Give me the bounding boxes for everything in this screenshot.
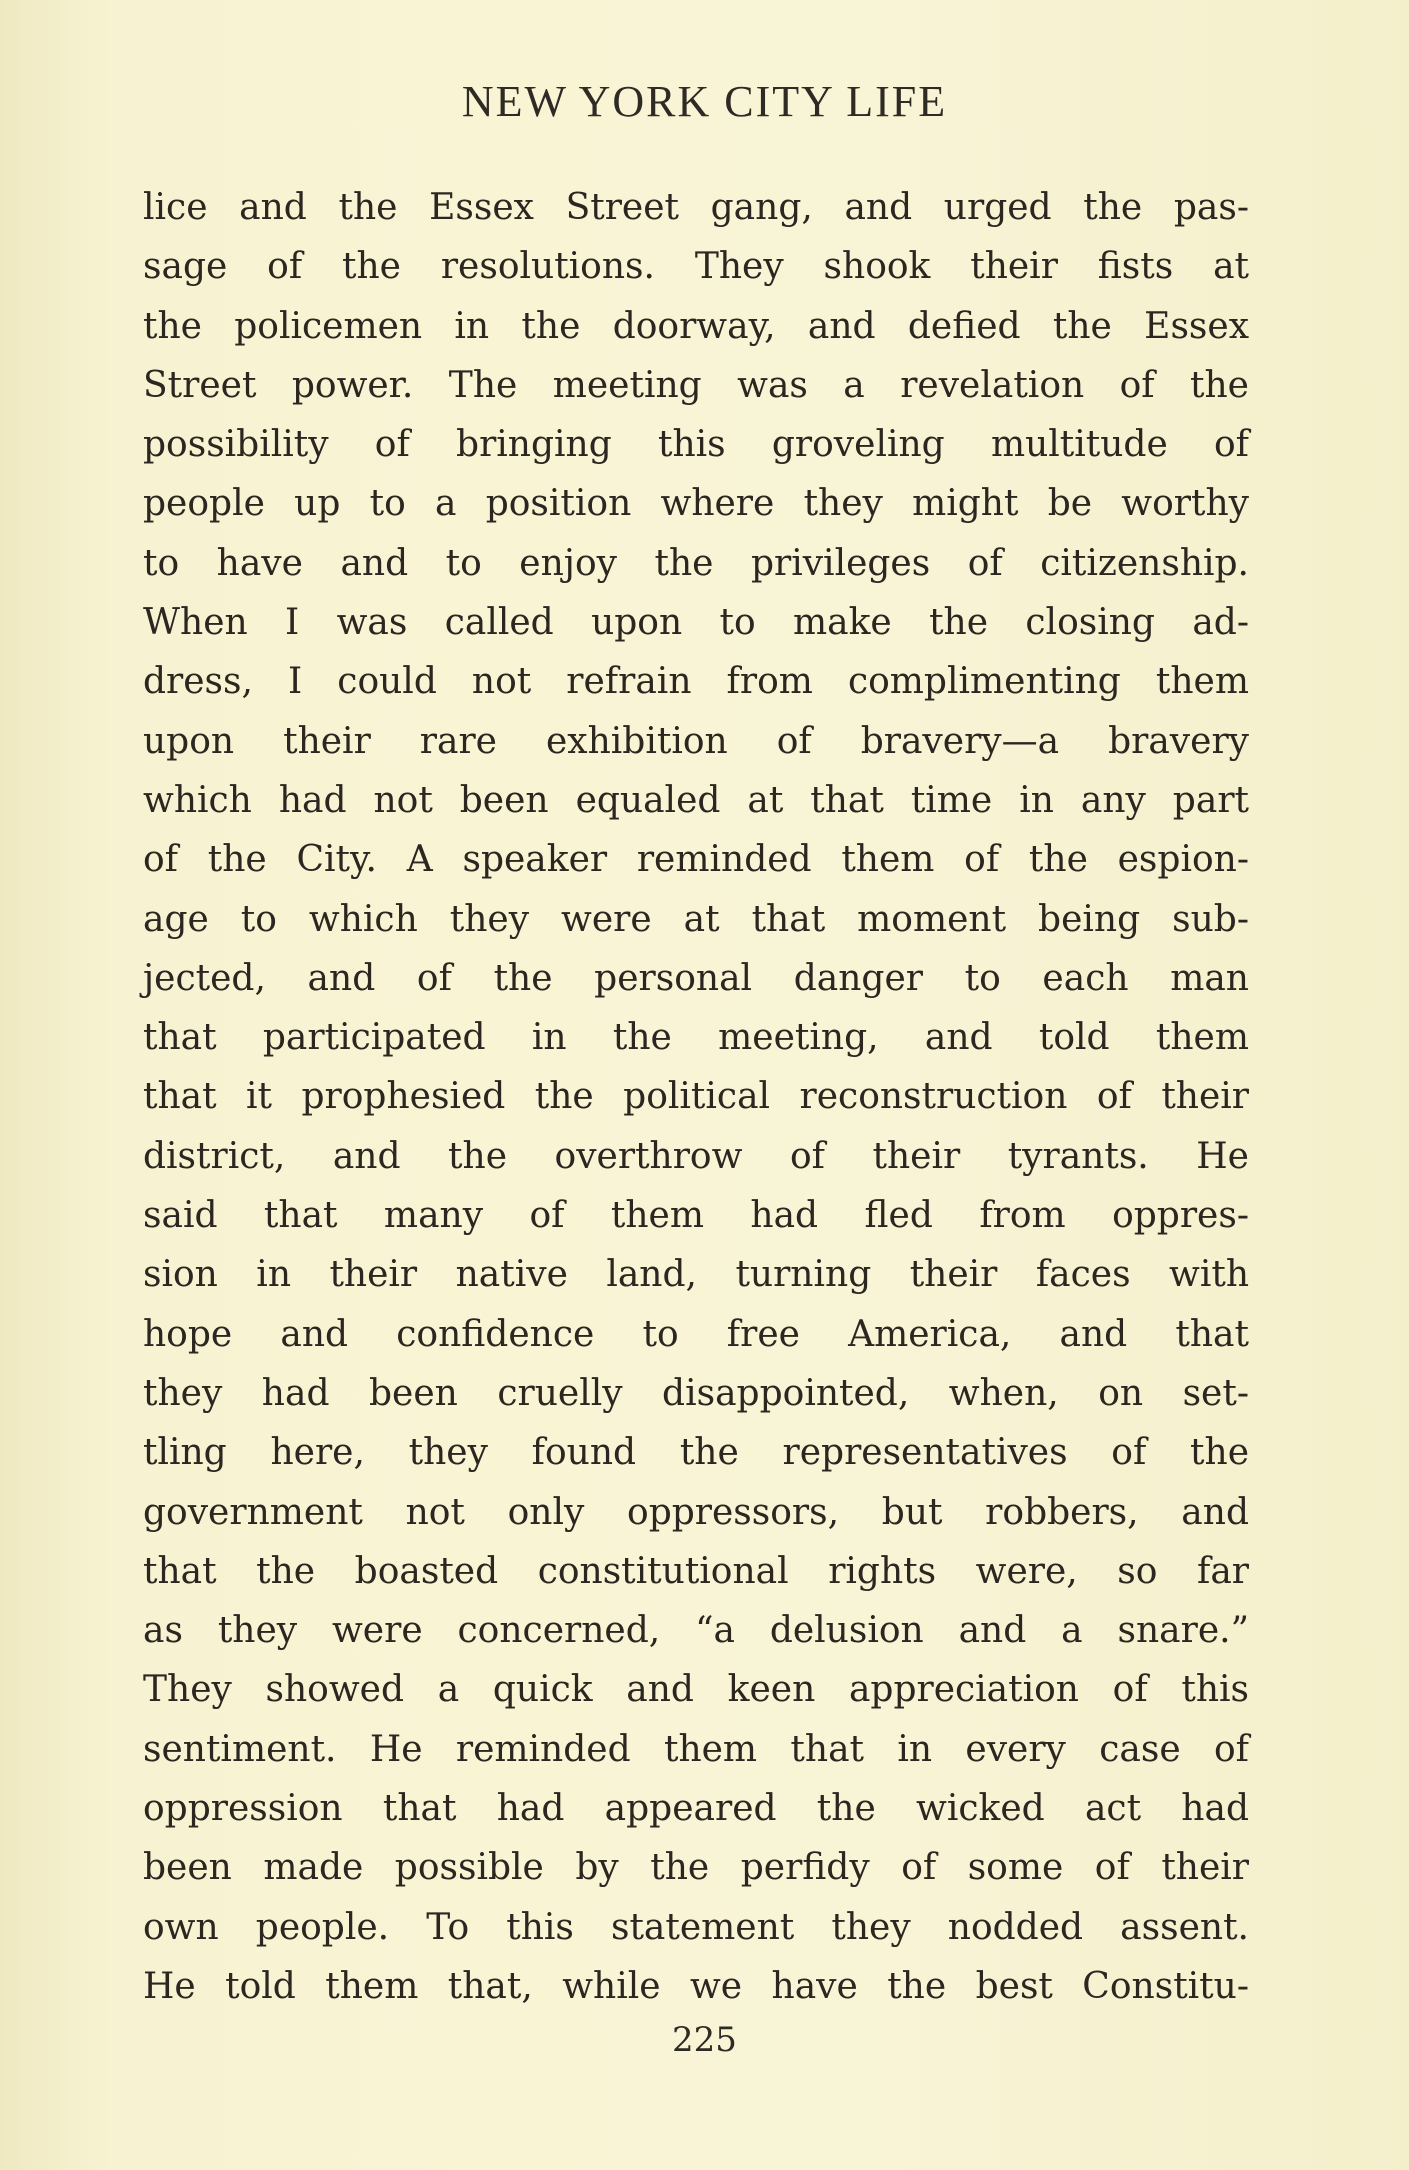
- text-line: that participated in the meeting, and told them: [143, 1017, 1249, 1059]
- text-line: upon their rare exhibition of bravery—a bravery: [143, 720, 1249, 762]
- text-line: said that many of them had fled from oppres-: [143, 1195, 1249, 1237]
- text-line: of the City. A speaker reminded them of the espion-: [143, 839, 1249, 881]
- text-line: jected, and of the personal danger to each man: [143, 957, 1249, 999]
- text-line: been made possible by the perfidy of some of their: [143, 1847, 1249, 1889]
- text-line: that it prophesied the political reconstruction of their: [143, 1076, 1249, 1118]
- text-line: sentiment. He reminded them that in every case of: [143, 1728, 1249, 1770]
- text-line: When I was called upon to make the closing ad-: [143, 602, 1249, 644]
- text-line: hope and confidence to free America, and that: [143, 1313, 1249, 1355]
- text-line: dress, I could not refrain from complimenting them: [143, 661, 1249, 703]
- text-line: which had not been equaled at that time in any part: [143, 779, 1249, 821]
- text-line: district, and the overthrow of their tyrants. He: [143, 1135, 1249, 1177]
- text-line: they had been cruelly disappointed, when, on set-: [143, 1372, 1249, 1414]
- text-line: that the boasted constitutional rights were, so far: [143, 1550, 1249, 1592]
- text-line: the policemen in the doorway, and defied the Essex: [143, 305, 1249, 347]
- text-line: lice and the Essex Street gang, and urged the pas-: [143, 187, 1249, 228]
- text-line: oppression that had appeared the wicked act had: [143, 1788, 1249, 1830]
- text-line: tling here, they found the representatives of the: [143, 1432, 1249, 1474]
- text-line: own people. To this statement they nodded assent.: [143, 1906, 1249, 1948]
- text-line: sage of the resolutions. They shook their fists at: [143, 246, 1249, 288]
- text-line: to have and to enjoy the privileges of citizenship.: [143, 542, 1249, 584]
- text-line: Street power. The meeting was a revelation of the: [143, 364, 1249, 406]
- running-head: NEW YORK CITY LIFE: [461, 77, 948, 126]
- text-line: government not only oppressors, but robbers, and: [143, 1491, 1249, 1533]
- page-number: 225: [672, 2020, 737, 2060]
- body-text: [143, 178, 1249, 2016]
- text-line: people up to a position where they might be worthy: [143, 483, 1249, 525]
- text-line: They showed a quick and keen appreciation of this: [143, 1669, 1249, 1711]
- text-line: He told them that, while we have the best Constitu-: [143, 1965, 1249, 2007]
- text-line: age to which they were at that moment being sub-: [143, 898, 1249, 940]
- text-line: as they were concerned, “a delusion and a snare.”: [143, 1610, 1249, 1652]
- text-line: possibility of bringing this groveling multitude of: [143, 424, 1249, 466]
- text-line: sion in their native land, turning their faces with: [143, 1254, 1249, 1296]
